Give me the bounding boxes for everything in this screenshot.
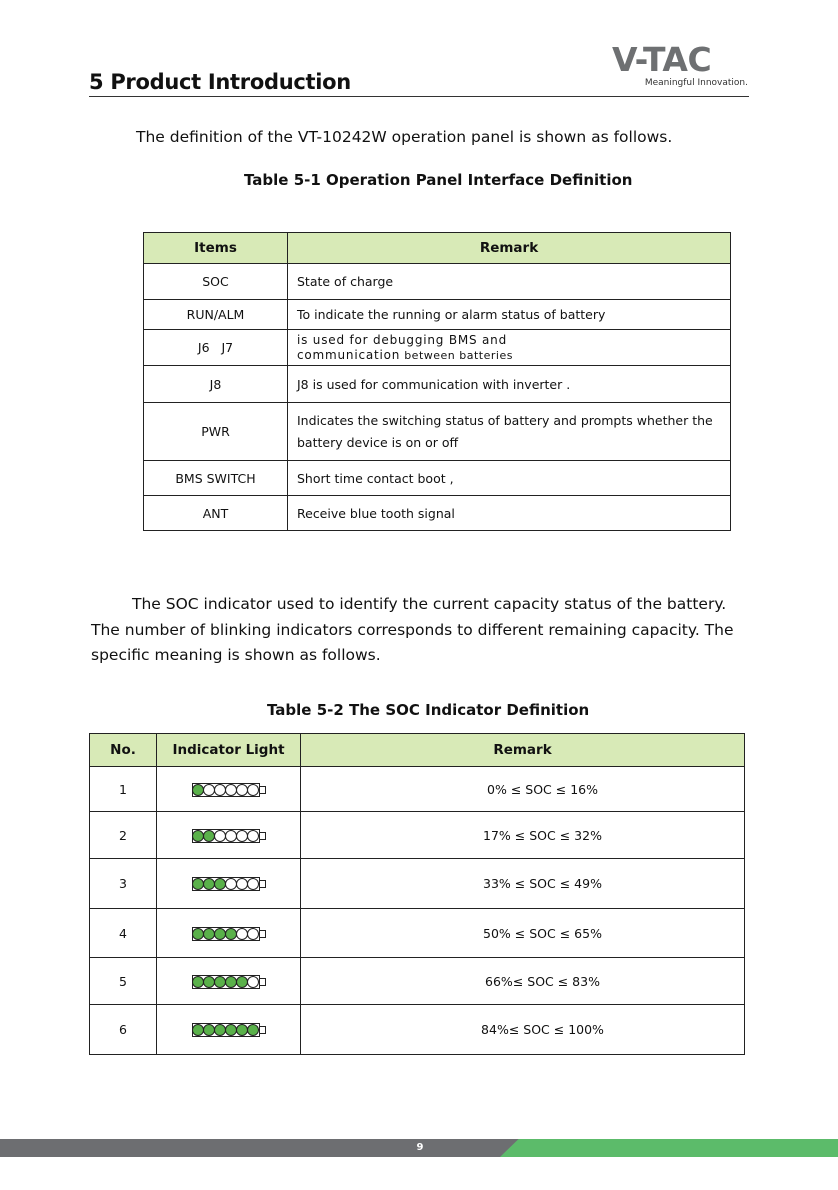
unlit-cell-icon	[225, 784, 237, 796]
battery-indicator-icon	[192, 975, 266, 989]
unlit-cell-icon	[236, 928, 248, 940]
lit-cell-icon	[203, 1024, 215, 1036]
lit-cell-icon	[225, 1024, 237, 1036]
section-title: 5 Product Introduction	[89, 70, 351, 94]
row-number: 1	[90, 767, 157, 812]
item-cell: J8	[144, 366, 288, 403]
lit-cell-icon	[192, 830, 204, 842]
battery-cells	[192, 877, 260, 891]
page-number: 9	[416, 1142, 424, 1153]
operation-panel-table	[143, 232, 731, 531]
row-number: 2	[90, 812, 157, 859]
lit-cell-icon	[214, 928, 226, 940]
indicator-cell	[157, 909, 301, 958]
soc-range: 50% ≤ SOC ≤ 65%	[301, 909, 745, 958]
unlit-cell-icon	[247, 928, 259, 940]
lit-cell-icon	[203, 830, 215, 842]
indicator-cell	[157, 812, 301, 859]
battery-terminal-icon	[260, 930, 266, 938]
battery-cells	[192, 783, 260, 797]
unlit-cell-icon	[214, 784, 226, 796]
header-remark: Remark	[301, 734, 745, 767]
header-items: Items	[144, 233, 288, 264]
lit-cell-icon	[192, 976, 204, 988]
soc-paragraph	[91, 592, 741, 669]
remark-cell	[288, 403, 731, 461]
table-row	[90, 767, 745, 812]
lit-cell-icon	[203, 976, 215, 988]
lit-cell-icon	[247, 1024, 259, 1036]
indicator-cell	[157, 859, 301, 909]
lit-cell-icon	[192, 928, 204, 940]
indicator-cell	[157, 767, 301, 812]
item-cell: BMS SWITCH	[144, 461, 288, 496]
footer-bar-gray	[0, 1139, 520, 1157]
paragraph-line: specific meaning is shown as follows.	[91, 646, 381, 664]
header-divider	[89, 96, 749, 97]
lit-cell-icon	[236, 1024, 248, 1036]
remark-cell: Receive blue tooth signal	[288, 496, 731, 531]
unlit-cell-icon	[247, 878, 259, 890]
indicator-cell	[157, 958, 301, 1005]
soc-range: 84%≤ SOC ≤ 100%	[301, 1005, 745, 1055]
remark-cell: Short time contact boot ,	[288, 461, 731, 496]
table-row	[90, 859, 745, 909]
table-row	[144, 461, 731, 496]
table-header-row	[144, 233, 731, 264]
soc-range: 17% ≤ SOC ≤ 32%	[301, 812, 745, 859]
unlit-cell-icon	[236, 830, 248, 842]
item-cell: ANT	[144, 496, 288, 531]
table-header-row	[90, 734, 745, 767]
lit-cell-icon	[192, 1024, 204, 1036]
lit-cell-icon	[214, 976, 226, 988]
battery-cells	[192, 1023, 260, 1037]
intro-text: The definition of the VT-10242W operation panel is shown as follows.	[136, 128, 673, 146]
header-no: No.	[90, 734, 157, 767]
battery-terminal-icon	[260, 786, 266, 794]
battery-indicator-icon	[192, 927, 266, 941]
battery-terminal-icon	[260, 880, 266, 888]
remark-cell	[288, 330, 731, 366]
table1-caption: Table 5-1 Operation Panel Interface Definition	[244, 171, 633, 189]
unlit-cell-icon	[225, 830, 237, 842]
header-indicator: Indicator Light	[157, 734, 301, 767]
table-row	[90, 958, 745, 1005]
table-row	[144, 264, 731, 300]
remark-cell: J8 is used for communication with inverter .	[288, 366, 731, 403]
row-number: 3	[90, 859, 157, 909]
row-number: 6	[90, 1005, 157, 1055]
remark-line	[297, 348, 730, 363]
footer-bar-green	[500, 1139, 838, 1157]
battery-terminal-icon	[260, 832, 266, 840]
table-row	[144, 366, 731, 403]
unlit-cell-icon	[225, 878, 237, 890]
table-row	[90, 1005, 745, 1055]
table-row	[144, 403, 731, 461]
paragraph-line: The number of blinking indicators corresponds to different remaining capacity. The	[91, 620, 734, 639]
vtac-logo	[612, 42, 748, 94]
item-cell: PWR	[144, 403, 288, 461]
remark-cell: To indicate the running or alarm status of battery	[288, 300, 731, 330]
lit-cell-icon	[236, 976, 248, 988]
lit-cell-icon	[203, 878, 215, 890]
battery-terminal-icon	[260, 1026, 266, 1034]
table-row	[144, 496, 731, 531]
lit-cell-icon	[225, 928, 237, 940]
table-row	[144, 300, 731, 330]
battery-cells	[192, 975, 260, 989]
lit-cell-icon	[192, 784, 204, 796]
unlit-cell-icon	[247, 830, 259, 842]
soc-range: 33% ≤ SOC ≤ 49%	[301, 859, 745, 909]
battery-indicator-icon	[192, 829, 266, 843]
lit-cell-icon	[192, 878, 204, 890]
soc-range: 0% ≤ SOC ≤ 16%	[301, 767, 745, 812]
item-cell: SOC	[144, 264, 288, 300]
soc-range: 66%≤ SOC ≤ 83%	[301, 958, 745, 1005]
battery-indicator-icon	[192, 783, 266, 797]
soc-indicator-table	[89, 733, 745, 1055]
unlit-cell-icon	[247, 784, 259, 796]
remark-fragment: between batteries	[400, 348, 513, 362]
lit-cell-icon	[203, 928, 215, 940]
unlit-cell-icon	[236, 784, 248, 796]
indicator-cell	[157, 1005, 301, 1055]
table2-caption: Table 5-2 The SOC Indicator Definition	[267, 701, 590, 719]
remark-line: Indicates the switching status of battery and prompts whether the	[297, 412, 713, 428]
unlit-cell-icon	[203, 784, 215, 796]
header-remark: Remark	[288, 233, 731, 264]
battery-terminal-icon	[260, 978, 266, 986]
row-number: 4	[90, 909, 157, 958]
logo-tagline: Meaningful Innovation.	[644, 78, 748, 88]
battery-indicator-icon	[192, 1023, 266, 1037]
table-row	[144, 330, 731, 366]
battery-cells	[192, 927, 260, 941]
row-number: 5	[90, 958, 157, 1005]
item-cell: RUN/ALM	[144, 300, 288, 330]
remark-line: is used for debugging BMS and	[297, 332, 508, 347]
remark-line: battery device is on or off	[297, 434, 459, 450]
remark-cell: State of charge	[288, 264, 731, 300]
battery-indicator-icon	[192, 877, 266, 891]
logo-wordmark: V-TAC	[612, 40, 712, 79]
table-row	[90, 812, 745, 859]
item-cell: J6 J7	[144, 330, 288, 366]
lit-cell-icon	[214, 1024, 226, 1036]
battery-cells	[192, 829, 260, 843]
table-row	[90, 909, 745, 958]
lit-cell-icon	[225, 976, 237, 988]
unlit-cell-icon	[214, 830, 226, 842]
paragraph-line: The SOC indicator used to identify the current capacity status of the battery.	[132, 595, 727, 613]
unlit-cell-icon	[236, 878, 248, 890]
lit-cell-icon	[214, 878, 226, 890]
unlit-cell-icon	[247, 976, 259, 988]
remark-fragment: communication	[297, 347, 401, 362]
